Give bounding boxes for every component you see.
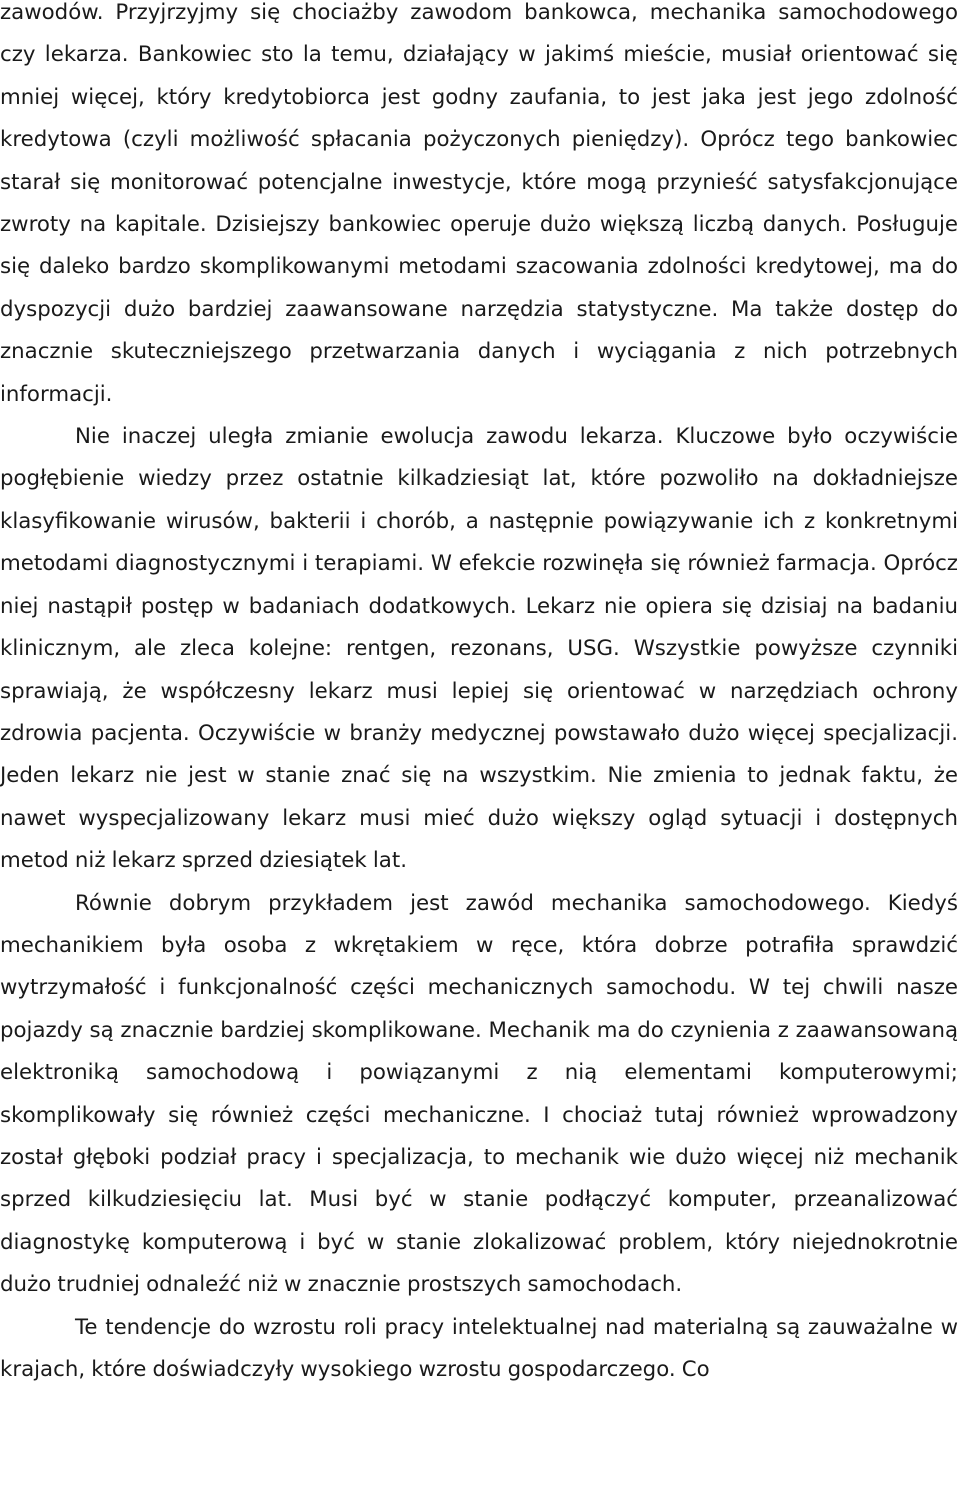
paragraph-bankers: zawodów. Przyjrzyjmy się chociażby zawodom bankowca, mechanika samochodowego czy lekarza. Bankowiec sto la temu, działający w jakimś mieście, musiał orientować się mniej więcej, który kredytobiorca jest godny zaufania, to jest jaka jest jego zdolność kredytowa (czyli możliwość spłacania pożyczonych pieniędzy). Oprócz tego bankowiec starał się monitorować potencjalne inwestycje, które mogą przynieść satysfakcjonujące zwroty na kapitale. Dzisiejszy bankowiec operuje dużo większą liczbą danych. Posługuje się daleko bardzo skomplikowanymi metodami szacowania zdolności kredytowej, ma do dyspozycji dużo bardziej zaawansowane narzędzia statystyczne. Ma także dostęp do znacznie skuteczniejszego przetwarzania danych i wyciągania z nich potrzebnych informacji. [0,0,958,407]
paragraph-doctors: Nie inaczej uległa zmianie ewolucja zawodu lekarza. Kluczowe było oczywiście pogłębienie wiedzy przez ostatnie kilkadziesiąt lat, które pozwoliło na dokładniejsze klasyfikowanie wirusów, bakterii i chorób, a następnie powiązywanie ich z konkretnymi metodami diagnostycznymi i terapiami. W efekcie rozwinęła się również farmacja. Oprócz niej nastąpił postęp w badaniach dodatkowych. Lekarz nie opiera się dzisiaj na badaniu klinicznym, ale zleca kolejne: rentgen, rezonans, USG. Wszystkie powyższe czynniki sprawiają, że współczesny lekarz musi lepiej się orientować w narzędziach ochrony zdrowia pacjenta. Oczywiście w branży medycznej powstawało dużo więcej specjalizacji. Jeden lekarz nie jest w stanie znać się na wszystkim. Nie zmienia to jednak faktu, że nawet wyspecjalizowany lekarz musi mieć dużo większy ogląd sytuacji i dostępnych metod niż lekarz sprzed dziesiątek lat. [0,424,958,874]
paragraph-mechanics: Równie dobrym przykładem jest zawód mechanika samochodowego. Kiedyś mechanikiem była osoba z wkrętakiem w ręce, która dobrze potrafiła sprawdzić wytrzymałość i funkcjonalność części mechanicznych samochodu. W tej chwili nasze pojazdy są znacznie bardziej skomplikowane. Mechanik ma do czynienia z zaawansowaną elektroniką samochodową i powiązanymi z nią elementami komputerowymi; skomplikowały się również części mechaniczne. I chociaż tutaj również wprowadzony został głęboki podział pracy i specjalizacja, to mechanik wie dużo więcej niż mechanik sprzed kilkudziesięciu lat. Musi być w stanie podłączyć komputer, przeanalizować diagnostykę komputerową i być w stanie zlokalizować problem, który niejednokrotnie dużo trudniej odnaleźć niż w znacznie prostszych samochodach. [0,890,958,1298]
paragraph-trends: Te tendencje do wzrostu roli pracy intelektualnej nad materialną są zauważalne w krajach, które doświadczyły wysokiego wzrostu gospodarczego. Co [0,1314,958,1382]
